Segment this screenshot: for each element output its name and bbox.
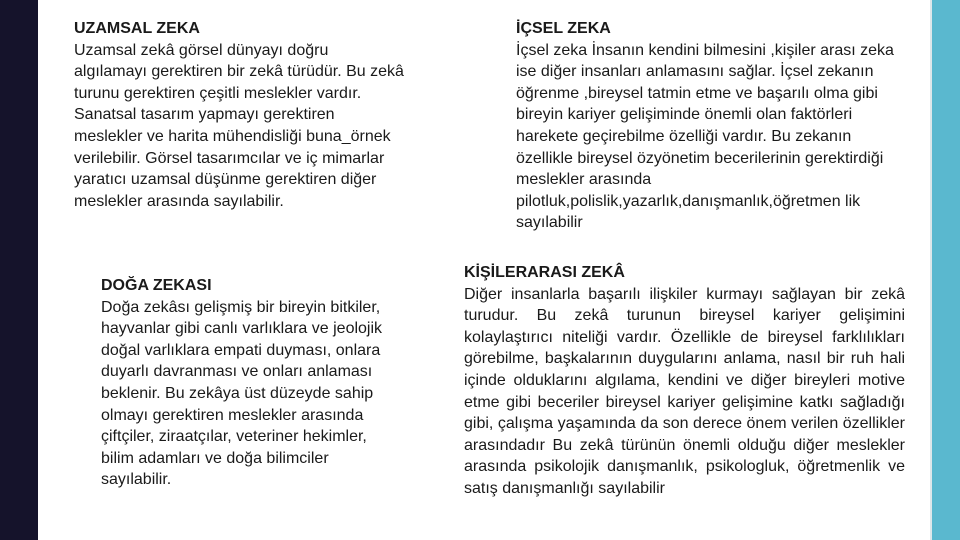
doga-zekasi-section bbox=[101, 275, 386, 491]
icsel-zeka-title: İÇSEL ZEKA bbox=[516, 20, 611, 37]
kisilerarasi-zeka-title: KİŞİLERARASI ZEKÂ bbox=[464, 264, 625, 281]
kisilerarasi-zeka-section bbox=[464, 262, 905, 500]
doga-zekasi-title: DOĞA ZEKASI bbox=[101, 277, 212, 294]
right-accent-bar bbox=[932, 0, 960, 540]
icsel-zeka-text: İçsel zeka İnsanın kendini bilmesini ,kişiler arası zeka ise diğer insanları anlamasını sağlar. İçsel zekanın öğrenme ,bireysel tatmin etme ve başarılı olma gibi bireyin kariyer gelişiminde önemli olan faktörleri harekete geçirebilme özelliği vardır. Bu zekanın özellikle bireysel özyönetim becerilerinin gerektirdiği meslekler arasında pilotluk,polislik,yazarlık,danışmanlık,öğretmen lik sayılabilir bbox=[516, 41, 894, 232]
uzamsal-zeka-title: UZAMSAL ZEKA bbox=[74, 20, 200, 37]
doga-zekasi-text: Doğa zekâsı gelişmiş bir bireyin bitkiler, hayvanlar gibi canlı varlıklara ve jeolojik doğal varlıklara empati duyması, onlara duyarlı davranması ve onları anlaması beklenir. Bu zekâya üst düzeyde sahip olmayı gerektiren meslekler arasında çiftçiler, ziraatçılar, veteriner hekimler, bilim adamları ve doğa bilimciler sayılabilir. bbox=[101, 298, 383, 489]
uzamsal-zeka-text: Uzamsal zekâ görsel dünyayı doğru algılamayı gerektiren bir zekâ türüdür. Bu zekâ turunu gerektiren çeşitli meslekler vardır. Sanatsal tasarım yapmayı gerektiren meslekler ve harita mühendisliği buna_örnek verilebilir. Görsel tasarımcılar ve iç mimarlar yaratıcı uzamsal düşünme gerektiren diğer meslekler arasında sayılabilir. bbox=[74, 41, 404, 210]
kisilerarasi-zeka-text: Diğer insanlarla başarılı ilişkiler kurmayı sağlayan bir zekâ turudur. Bu zekâ turunun bireysel kariyer gelişimini kolaylaştırıcı niteliği vardır. Özellikle de bireysel farklılıkları görebilme, başkalarının duygularını anlama, nasıl bir ruh hali içinde olduklarını algılama, kendini ve diğer bireyleri motive etme gibi beceriler bireysel kariyer gelişimine katkı sağladığı gibi, çalışma yaşamında da son derece önem verilen özellikler arasındadır Bu zekâ türünün önemli olduğu diğer meslekler arasında psikolojik danışmanlık, psikologluk, öğretmenlik ve satış danışmanlığı sayılabilir bbox=[464, 285, 905, 497]
left-accent-bar bbox=[0, 0, 38, 540]
icsel-zeka-section bbox=[516, 18, 901, 234]
uzamsal-zeka-section bbox=[74, 18, 404, 212]
